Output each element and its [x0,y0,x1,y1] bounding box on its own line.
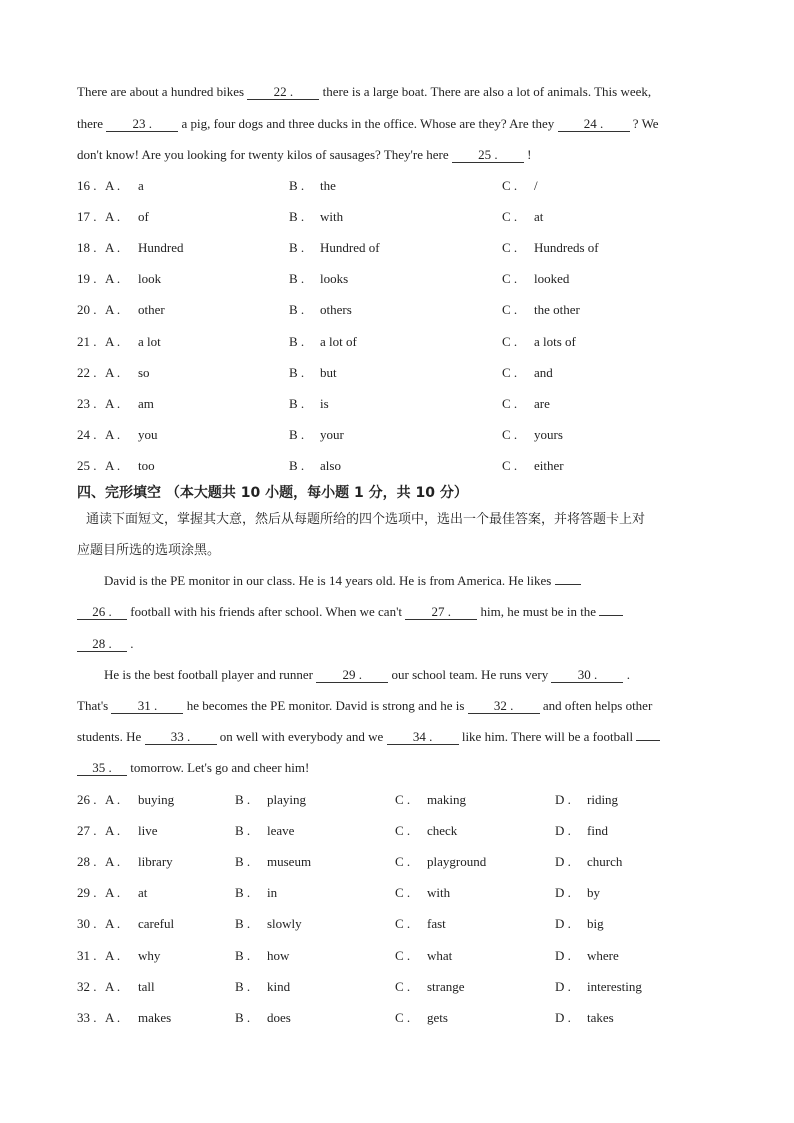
option-c-text[interactable]: check [427,823,458,839]
question-number: 16 . [77,178,97,193]
passage-line [77,84,720,100]
option-letter: A . [105,792,121,807]
option-a-text[interactable]: makes [138,1009,172,1025]
option-letter: B . [289,271,305,287]
option-letter: D . [555,885,571,901]
option-a-text[interactable]: too [138,457,155,473]
instructions-line: 通读下面短文，掌握其大意，然后从每题所给的四个选项中，选出一个最佳答案，并将答题卡上对 [86,512,646,527]
option-c-text[interactable]: yours [534,426,563,442]
question-number: 20 . [77,302,97,318]
question-row [77,178,720,194]
option-b-text[interactable]: playing [267,792,306,807]
option-a-text[interactable]: tall [138,978,155,994]
question-number: 25 . [77,457,97,473]
option-letter: A . [105,823,121,839]
question-number: 29 . [77,885,97,901]
option-b-text[interactable]: your [320,426,344,442]
option-c-text[interactable]: what [427,947,453,963]
question-number: 33 . [77,1009,97,1025]
question-row [77,396,720,412]
option-b-text[interactable]: how [267,947,290,963]
option-a-text[interactable]: look [138,271,162,287]
text: He is the best football player and runner [104,667,314,682]
option-b-text[interactable]: Hundred of [320,240,380,256]
option-b-text[interactable]: leave [267,823,295,839]
option-letter: B . [235,885,251,901]
question-row [77,458,720,474]
option-c-text[interactable]: the other [534,302,580,318]
option-d-text[interactable]: where [587,947,619,963]
text: . [130,636,134,651]
question-row [77,854,720,870]
option-letter: C . [395,916,411,932]
option-c-text[interactable]: with [427,885,451,901]
option-c-text[interactable]: making [427,792,466,807]
option-d-text[interactable]: by [587,885,600,901]
option-letter: B . [289,178,305,193]
blank-26: 26 . [77,605,127,620]
option-a-text[interactable]: so [138,364,150,380]
option-letter: B . [235,854,251,870]
option-d-text[interactable]: big [587,916,604,932]
option-letter: C . [502,395,518,411]
blank-30: 30 . [551,668,623,683]
option-letter: A . [105,209,121,225]
option-b-text[interactable]: does [267,1009,291,1025]
option-letter: C . [395,978,411,994]
option-letter: C . [395,1009,411,1025]
option-d-text[interactable]: church [587,854,623,870]
option-b-text[interactable]: the [320,178,336,193]
question-number: 24 . [77,426,97,442]
option-c-text[interactable]: / [534,178,538,193]
question-row [77,823,720,839]
option-letter: C . [395,792,411,807]
question-number: 18 . [77,240,97,256]
option-a-text[interactable]: why [138,947,161,963]
option-letter: B . [289,240,305,256]
question-number: 30 . [77,916,97,932]
option-a-text[interactable]: buying [138,792,175,807]
passage-line [77,604,720,620]
option-letter: A . [105,854,121,870]
option-d-text[interactable]: riding [587,792,619,807]
option-a-text[interactable]: a lot [138,333,161,349]
text: football with his friends after school. When we can't [130,604,403,619]
option-letter: B . [235,823,251,839]
passage-line [77,147,720,163]
question-number: 19 . [77,271,97,287]
option-letter: D . [555,978,571,994]
option-letter: A . [105,885,121,901]
question-number: 21 . [77,333,97,349]
question-row [77,948,720,964]
option-letter: A . [105,457,121,473]
instructions-line: 应题目所选的选项涂黑。 [77,543,221,558]
option-a-text[interactable]: careful [138,916,175,932]
blank-32: 32 . [468,699,540,714]
text: That's [77,698,109,713]
text: like him. There will be a football [461,729,634,744]
option-letter: A . [105,364,121,380]
option-b-text[interactable]: looks [320,271,349,287]
text: David is the PE monitor in our class. He is 14 years old. He is from America. He likes [104,573,552,588]
option-d-text[interactable]: interesting [587,978,642,994]
question-row [77,979,720,995]
text: tomorrow. Let's go and cheer him! [130,760,310,775]
option-b-text[interactable]: slowly [267,916,302,932]
option-b-text[interactable]: museum [267,854,312,870]
option-letter: A . [105,426,121,442]
option-c-text[interactable]: fast [427,916,446,932]
text: . [626,667,630,682]
option-letter: C . [502,178,518,193]
option-a-text[interactable]: Hundred [138,240,184,256]
option-letter: A . [105,978,121,994]
option-letter: B . [289,209,305,225]
blank-31: 31 . [111,699,183,714]
question-number: 32 . [77,978,97,994]
option-letter: A . [105,916,121,932]
option-letter: C . [395,885,411,901]
text: there is a large boat. There are also a lot of animals. This week, [322,84,652,99]
option-letter: C . [502,271,518,287]
option-letter: B . [235,947,251,963]
option-letter: B . [289,364,305,380]
question-row [77,365,720,381]
option-letter: A . [105,947,121,963]
option-letter: D . [555,854,571,870]
blank-34: 34 . [387,730,459,745]
option-letter: D . [555,823,571,839]
option-c-text[interactable]: and [534,364,553,380]
option-letter: C . [395,947,411,963]
option-letter: C . [502,457,518,473]
option-b-text[interactable]: others [320,302,352,318]
option-a-text[interactable]: you [138,426,158,442]
option-d-text[interactable]: find [587,823,608,839]
passage-line [77,729,720,745]
option-b-text[interactable]: is [320,395,329,411]
question-row [77,792,720,808]
option-c-text[interactable]: strange [427,978,465,994]
option-letter: D . [555,792,571,807]
option-b-text[interactable]: with [320,209,344,225]
option-letter: A . [105,302,121,318]
question-number: 23 . [77,395,97,411]
option-letter: B . [289,333,305,349]
blank-28: 28 . [77,637,127,652]
option-c-text[interactable]: at [534,209,544,225]
option-letter: B . [289,457,305,473]
text: on well with everybody and we [219,729,384,744]
option-letter: B . [289,426,305,442]
option-c-text[interactable]: Hundreds of [534,240,599,256]
blank-25: 25 . [452,148,524,163]
blank-28-start [599,615,623,616]
option-a-text[interactable]: other [138,302,165,318]
option-letter: C . [502,209,518,225]
option-c-text[interactable]: gets [427,1009,448,1025]
blank-22: 22 . [247,85,319,100]
blank-35-start [636,740,660,741]
option-b-text[interactable]: in [267,885,278,901]
text: don't know! Are you looking for twenty kilos of sausages? They're here [77,147,449,162]
question-row [77,427,720,443]
option-c-text[interactable]: either [534,457,564,473]
question-number: 17 . [77,209,97,225]
option-d-text[interactable]: takes [587,1009,614,1025]
text: There are about a hundred bikes [77,84,245,99]
question-row [77,271,720,287]
question-number: 31 . [77,947,97,963]
blank-33: 33 . [145,730,217,745]
question-row [77,885,720,901]
option-letter: B . [235,1009,251,1025]
passage-line [104,573,720,589]
blank-26-start [555,584,581,585]
option-a-text[interactable]: at [138,885,148,901]
option-c-text[interactable]: looked [534,271,570,287]
option-b-text[interactable]: kind [267,978,291,994]
text: our school team. He runs very [391,667,549,682]
option-letter: C . [502,333,518,349]
blank-23: 23 . [106,117,178,132]
option-c-text[interactable]: are [534,395,550,411]
question-row [77,209,720,225]
question-number: 26 . [77,792,97,807]
option-letter: A . [105,395,121,411]
text: he becomes the PE monitor. David is strong and he is [186,698,465,713]
question-number: 22 . [77,364,97,380]
option-letter: A . [105,1009,121,1025]
option-a-text[interactable]: library [138,854,173,870]
option-letter: C . [502,364,518,380]
option-letter: B . [235,792,251,807]
text: and often helps other [542,698,653,713]
option-letter: D . [555,947,571,963]
option-c-text[interactable]: playground [427,854,487,870]
option-letter: A . [105,271,121,287]
option-letter: A . [105,178,121,193]
option-letter: B . [235,916,251,932]
passage-line [77,116,720,132]
question-row [77,302,720,318]
text: him, he must be in the [480,604,597,619]
question-row [77,240,720,256]
text: ! [527,147,532,162]
passage-line [104,667,720,683]
passage-line [77,698,720,714]
question-row [77,1010,720,1026]
option-letter: D . [555,1009,571,1025]
text: a pig, four dogs and three ducks in the office. Whose are they? Are they [181,116,555,131]
option-b-text[interactable]: also [320,457,341,473]
question-number: 27 . [77,823,97,839]
blank-24: 24 . [558,117,630,132]
option-a-text[interactable]: live [138,823,158,839]
option-letter: C . [395,823,411,839]
option-letter: C . [502,426,518,442]
question-row [77,916,720,932]
option-b-text[interactable]: a lot of [320,333,357,349]
question-number: 28 . [77,854,97,870]
text: ? We [632,116,659,131]
option-letter: C . [502,302,518,318]
text: there [77,116,103,131]
passage-line [77,636,720,652]
question-row [77,334,720,350]
option-letter: C . [395,854,411,870]
option-letter: A . [105,333,121,349]
option-a-text[interactable]: a [138,178,144,193]
option-letter: B . [235,978,251,994]
blank-27: 27 . [405,605,477,620]
blank-29: 29 . [316,668,388,683]
section-heading: 四、完形填空 （本大题共 10 小题，每小题 1 分，共 10 分） [77,485,468,501]
option-b-text[interactable]: but [320,364,337,380]
blank-35: 35 . [77,761,127,776]
option-letter: C . [502,240,518,256]
option-letter: A . [105,240,121,256]
passage-line [77,760,720,776]
option-a-text[interactable]: of [138,209,149,225]
option-a-text[interactable]: am [138,395,154,411]
option-letter: D . [555,916,571,932]
text: students. He [77,729,142,744]
option-c-text[interactable]: a lots of [534,333,576,349]
option-letter: B . [289,395,305,411]
option-letter: B . [289,302,305,318]
